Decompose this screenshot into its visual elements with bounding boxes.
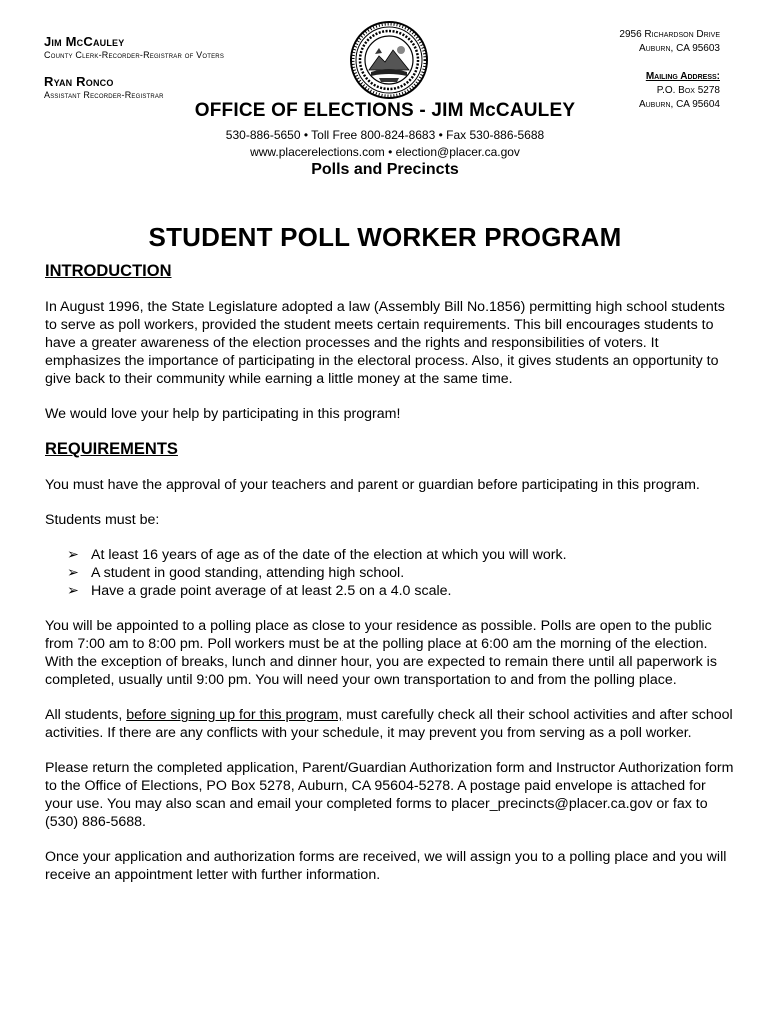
office-title: OFFICE OF ELECTIONS - JIM McCAULEY bbox=[194, 100, 576, 121]
assistant-title: Assistant Recorder-Registrar bbox=[44, 90, 164, 100]
department-name: Polls and Precincts bbox=[311, 161, 459, 178]
participation-invite: We would love your help by participating in this program! bbox=[45, 406, 401, 422]
closing-paragraph: Once your application and authorization forms are received, we will assign you to a polling place and you will receive an appointment letter with further information. bbox=[45, 849, 727, 883]
conflicts-paragraph: All students, before signing up for this program, must carefully check all their school activities and after school activities. If there are any conflicts with your schedule, it may prevent you from serving as a poll worker. bbox=[45, 707, 733, 741]
page-title: STUDENT POLL WORKER PROGRAM bbox=[148, 222, 622, 252]
clerk-name: Jim McCauley bbox=[44, 34, 125, 49]
approval-paragraph: You must have the approval of your teachers and parent or guardian before participating in this program. bbox=[45, 477, 700, 493]
county-seal-icon bbox=[349, 20, 429, 100]
mailing-address-line-1: P.O. Box 5278 bbox=[656, 85, 720, 96]
document-body bbox=[45, 262, 735, 884]
introduction-heading: INTRODUCTION bbox=[45, 262, 172, 280]
list-item: ➢ A student in good standing, attending high school. bbox=[67, 565, 405, 581]
introduction-paragraph: In August 1996, the State Legislature adopted a law (Assembly Bill No.1856) permitting high school students to serve as poll workers, provided the student meets certain requirements. This bill encourages students to have a greater awareness of the election processes and the rights and responsibilities of voters. It emphasizes the importance of participating in the electoral process. Also, it gives students an opportunity to give back to their community while earning a little money at the same time. bbox=[45, 299, 725, 387]
students-must-be: Students must be: bbox=[45, 512, 160, 528]
contact-web-email-line: www.placerelections.com • election@placer.ca.gov bbox=[250, 145, 520, 159]
street-address-line-2: Auburn, CA 95603 bbox=[638, 43, 720, 54]
arrow-bullet-icon: ➢ bbox=[67, 583, 79, 599]
underlined-note: before signing up for this program, bbox=[126, 707, 343, 723]
header-left bbox=[44, 34, 224, 100]
mailing-address-label: Mailing Address: bbox=[645, 71, 720, 82]
clerk-title: County Clerk-Recorder-Registrar of Voters bbox=[44, 50, 225, 60]
mailing-address-line-2: Auburn, CA 95604 bbox=[638, 99, 720, 110]
requirements-list bbox=[45, 546, 735, 600]
street-address-line-1: 2956 Richardson Drive bbox=[619, 29, 720, 40]
list-item: ➢ At least 16 years of age as of the date of the election at which you will work. bbox=[67, 547, 567, 563]
contact-phone-line: 530-886-5650 • Toll Free 800-824-8683 • Fax 530-886-5688 bbox=[225, 128, 545, 142]
arrow-bullet-icon: ➢ bbox=[67, 547, 79, 563]
arrow-bullet-icon: ➢ bbox=[67, 565, 79, 581]
assistant-name: Ryan Ronco bbox=[44, 74, 114, 89]
return-forms-paragraph: Please return the completed application, Parent/Guardian Authorization form and Instructor Authorization form to the Office of Elections, PO Box 5278, Auburn, CA 95604-5278. A postage paid envelope is attached for your use. You may also scan and email your completed forms to placer_precincts@placer.ca.gov or fax to (530) 886-5688. bbox=[45, 760, 734, 830]
requirements-heading: REQUIREMENTS bbox=[45, 440, 178, 458]
list-item: ➢ Have a grade point average of at least 2.5 on a 4.0 scale. bbox=[67, 583, 452, 599]
appointment-paragraph: You will be appointed to a polling place as close to your residence as possible. Polls are open to the public from 7:00 am to 8:00 pm. Poll workers must be at the polling place at 6:00 am the morning of the election. With the exception of breaks, lunch and dinner hour, you are expected to remain there until all paperwork is completed, usually until 9:00 pm. You will need your own transportation to and from the polling place. bbox=[45, 618, 717, 688]
